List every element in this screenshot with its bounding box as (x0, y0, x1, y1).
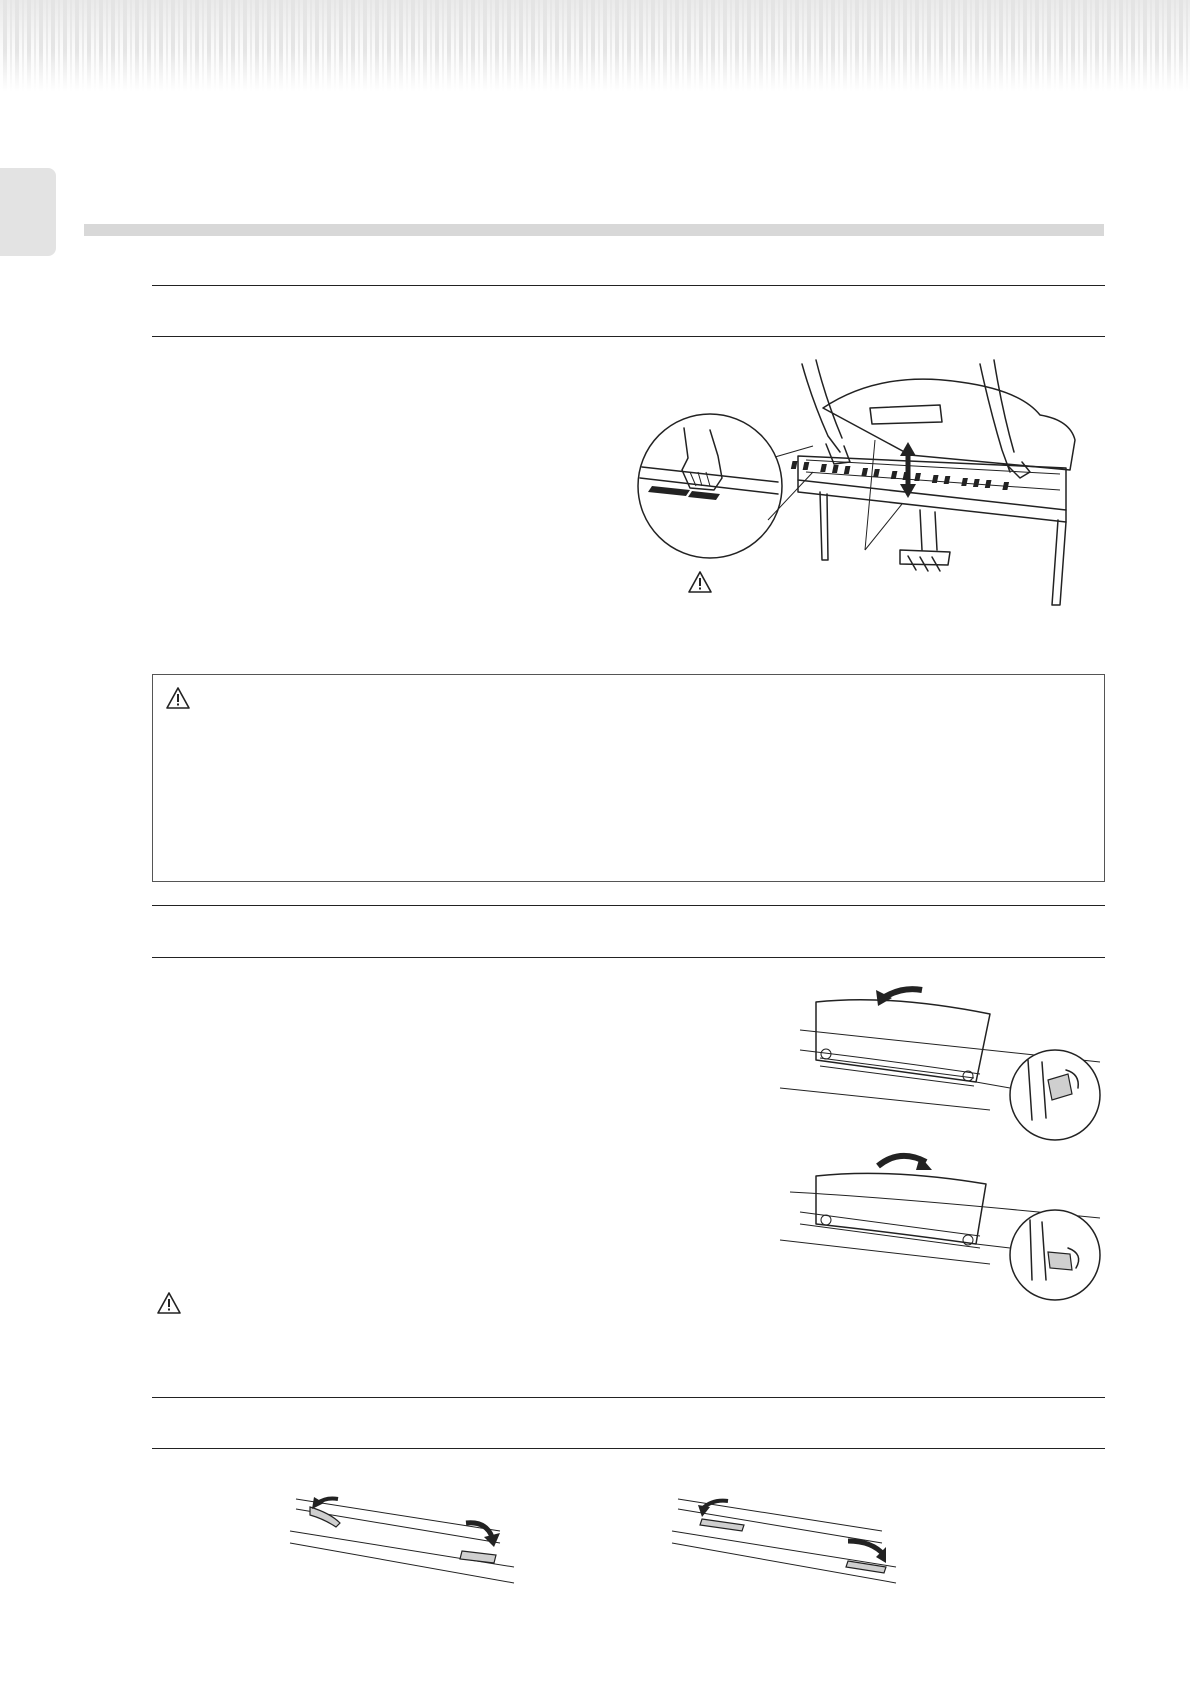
caution-box (152, 674, 1105, 882)
section-2-bottom-rule (152, 957, 1105, 958)
music-rest-raise-illustration (780, 970, 1100, 1150)
section-1-bottom-rule (152, 336, 1105, 337)
header-fade-overlay (0, 0, 1190, 92)
section-3-top-rule (152, 1397, 1105, 1398)
music-clamps-closed-illustration (672, 1495, 912, 1595)
chapter-side-tab[interactable] (0, 168, 56, 256)
warning-triangle-icon (687, 570, 713, 594)
music-clamps-open-illustration (290, 1495, 530, 1595)
warning-triangle-icon (165, 686, 191, 710)
section-1-top-rule (152, 285, 1105, 286)
section-3-bottom-rule (152, 1448, 1105, 1449)
section-2-top-rule (152, 905, 1105, 906)
chapter-title-bar (84, 224, 1104, 236)
warning-triangle-icon (156, 1291, 182, 1315)
music-rest-lower-illustration (780, 1140, 1100, 1320)
